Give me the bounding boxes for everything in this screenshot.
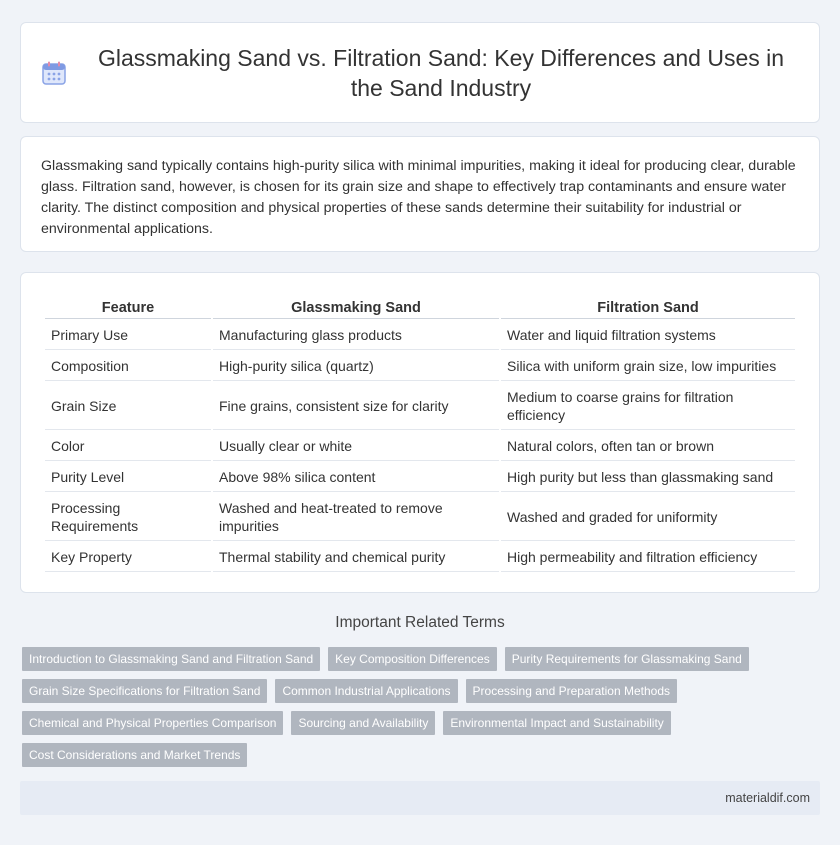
related-terms-list: [22, 647, 822, 775]
table-cell: Composition: [45, 352, 211, 381]
related-term-tag[interactable]: Purity Requirements for Glassmaking Sand: [505, 647, 749, 671]
related-term-tag[interactable]: Grain Size Specifications for Filtration Sand: [22, 679, 267, 703]
related-term-tag[interactable]: Processing and Preparation Methods: [466, 679, 677, 703]
table-cell: Manufacturing glass products: [213, 321, 499, 350]
related-term-tag[interactable]: Chemical and Physical Properties Comparison: [22, 711, 283, 735]
related-term-tag[interactable]: Cost Considerations and Market Trends: [22, 743, 247, 767]
column-header-feature: Feature: [45, 297, 211, 319]
related-term-tag[interactable]: Environmental Impact and Sustainability: [443, 711, 670, 735]
table-row: [45, 352, 795, 381]
table-cell: High-purity silica (quartz): [213, 352, 499, 381]
related-term-tag[interactable]: Common Industrial Applications: [275, 679, 457, 703]
table-cell: High permeability and filtration efficiency: [501, 543, 795, 572]
related-term-tag[interactable]: Introduction to Glassmaking Sand and Filtration Sand: [22, 647, 320, 671]
table-cell: Washed and graded for uniformity: [501, 494, 795, 541]
table-header-row: [45, 297, 795, 319]
table-cell: Natural colors, often tan or brown: [501, 432, 795, 461]
table-cell: Silica with uniform grain size, low impurities: [501, 352, 795, 381]
related-terms-title: Important Related Terms: [335, 614, 505, 631]
table-cell: Thermal stability and chemical purity: [213, 543, 499, 572]
table-cell: Medium to coarse grains for filtration efficiency: [501, 383, 795, 430]
footer-site-link[interactable]: materialdif.com: [725, 791, 810, 805]
table-cell: Key Property: [45, 543, 211, 572]
footer: [20, 781, 820, 815]
table-row: [45, 321, 795, 350]
table-cell: Processing Requirements: [45, 494, 211, 541]
table-row: [45, 463, 795, 492]
page-title: Glassmaking Sand vs. Filtration Sand: Key Differences and Uses in the Sand Industry: [97, 44, 785, 101]
table-cell: Color: [45, 432, 211, 461]
table-row: [45, 543, 795, 572]
table-cell: Washed and heat-treated to remove impurities: [213, 494, 499, 541]
related-term-tag[interactable]: Key Composition Differences: [328, 647, 497, 671]
table-cell: Water and liquid filtration systems: [501, 321, 795, 350]
table-cell: Grain Size: [45, 383, 211, 430]
intro-text: Glassmaking sand typically contains high-purity silica with minimal impurities, making it ideal for producing clear, durable glass. Filtration sand, however, is chosen for its grain size and shape to effectively trap contaminants and ensure water clarity. The distinct composition and physical properties of these sands determine their suitability for industrial or environmental applications.: [41, 158, 796, 237]
column-header-glassmaking-sand: Glassmaking Sand: [213, 297, 499, 319]
related-term-tag[interactable]: Sourcing and Availability: [291, 711, 435, 735]
column-header-filtration-sand: Filtration Sand: [501, 297, 795, 319]
intro-card: [20, 136, 820, 252]
comparison-table: [43, 295, 797, 574]
table-row: [45, 494, 795, 541]
comparison-table-card: [20, 272, 820, 593]
table-cell: Purity Level: [45, 463, 211, 492]
table-cell: Fine grains, consistent size for clarity: [213, 383, 499, 430]
table-cell: Above 98% silica content: [213, 463, 499, 492]
calendar-icon: [41, 60, 67, 86]
table-cell: Primary Use: [45, 321, 211, 350]
table-cell: High purity but less than glassmaking sand: [501, 463, 795, 492]
table-cell: Usually clear or white: [213, 432, 499, 461]
table-row: [45, 432, 795, 461]
header-card: [20, 22, 820, 123]
table-row: [45, 383, 795, 430]
